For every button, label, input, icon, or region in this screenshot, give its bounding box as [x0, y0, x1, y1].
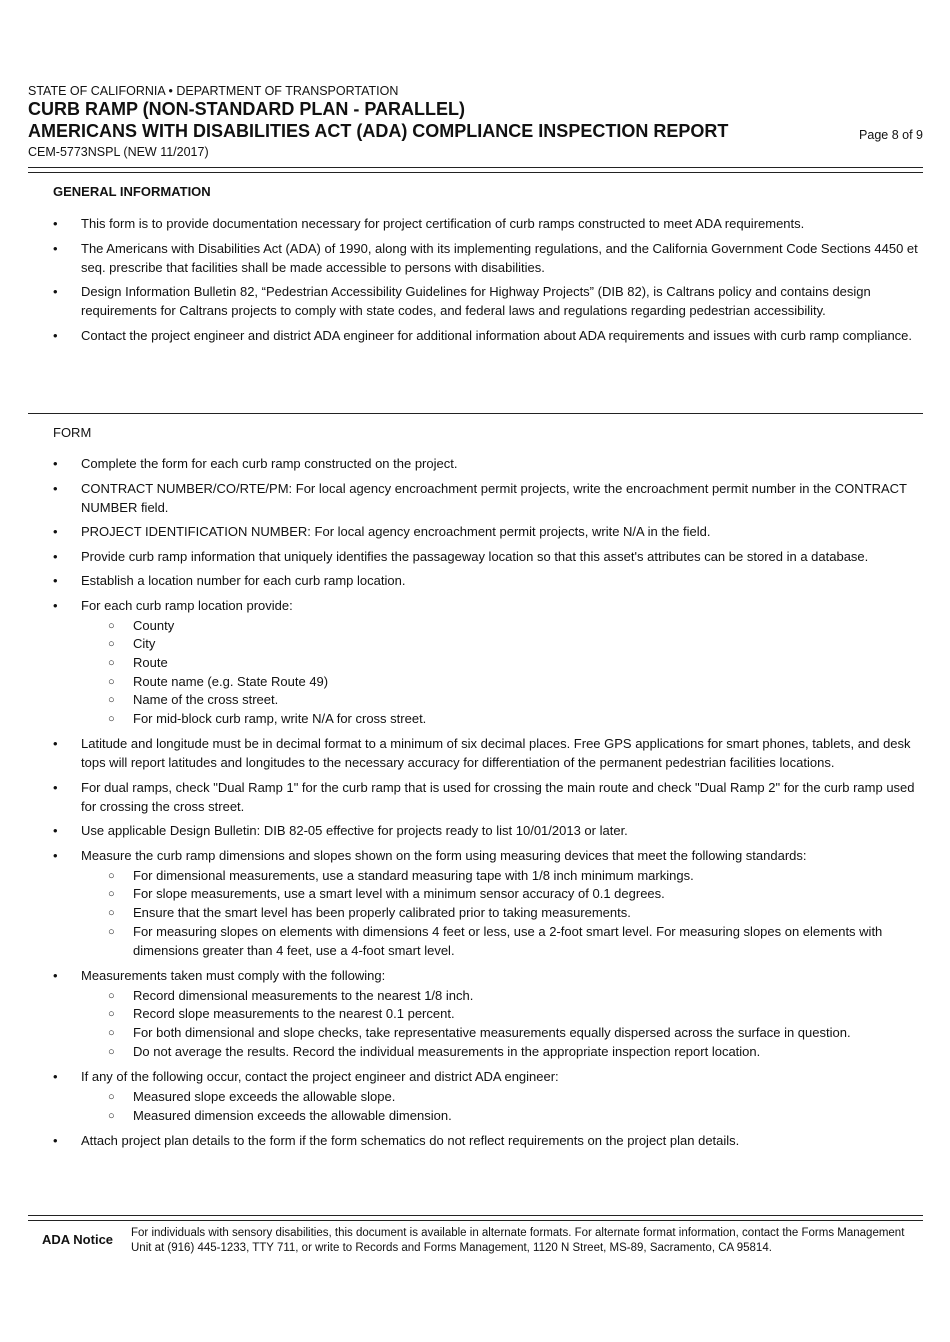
form-instruction-text: Establish a location number for each curb ramp location. — [81, 573, 406, 588]
header-divider — [28, 167, 923, 173]
form-instruction-item — [0, 966, 920, 1062]
general-info-item: • Contact the project engineer and district ADA engineer for additional information about ADA requirements and issues with curb ramp compliance. — [0, 326, 920, 345]
form-instruction-item — [0, 596, 920, 729]
form-sub-item: ○ For both dimensional and slope checks, take representative measurements equally dispersed across the surface in question. — [81, 1024, 920, 1043]
form-sub-item: ○ Ensure that the smart level has been properly calibrated prior to taking measurements. — [81, 904, 920, 923]
form-instruction-text: Measure the curb ramp dimensions and slopes shown on the form using measuring devices that meet the following standards: — [81, 847, 807, 863]
general-info-item: • Design Information Bulletin 82, “Pedestrian Accessibility Guidelines for Highway Projects” (DIB 82), is Caltrans policy and contains design requirements for Caltrans projects to comply with state codes, and federal laws and regulations regarding pedestrian accessibility. — [0, 282, 920, 320]
form-sub-item: ○ Route — [81, 654, 920, 673]
form-instruction-text: Measurements taken must comply with the following: — [81, 967, 386, 983]
form-instruction-item — [0, 479, 920, 517]
form-sub-item: ○ Measured dimension exceeds the allowable dimension. — [81, 1107, 920, 1126]
general-info-title: GENERAL INFORMATION — [53, 184, 211, 199]
form-instruction-text: For each curb ramp location provide: — [81, 597, 293, 613]
form-header — [28, 84, 923, 160]
form-sub-item: ○ For slope measurements, use a smart level with a minimum sensor accuracy of 0.1 degrees. — [81, 885, 920, 904]
form-sub-item: ○ Record slope measurements to the nearest 0.1 percent. — [81, 1005, 920, 1024]
form-instruction-item — [0, 1131, 920, 1150]
form-title-line-1: CURB RAMP (NON-STANDARD PLAN - PARALLEL) — [28, 99, 465, 119]
general-info-list — [0, 214, 920, 350]
form-instruction-item — [0, 778, 920, 816]
form-instruction-item — [0, 454, 920, 473]
form-sub-item: ○ Record dimensional measurements to the nearest 1/8 inch. — [81, 987, 920, 1006]
form-instruction-text: Provide curb ramp information that uniquely identifies the passageway location so that this asset's attributes can be stored in a database. — [81, 548, 869, 564]
form-sub-item: ○ City — [81, 635, 920, 654]
form-instructions-list — [0, 454, 920, 1155]
form-instruction-item — [0, 821, 920, 840]
form-title-line-2: AMERICANS WITH DISABILITIES ACT (ADA) COMPLIANCE INSPECTION REPORT — [28, 121, 729, 141]
agency-line: STATE OF CALIFORNIA • DEPARTMENT OF TRANSPORTATION — [28, 84, 399, 98]
form-sub-item: ○ Measured slope exceeds the allowable slope. — [81, 1088, 920, 1107]
form-sub-list — [81, 867, 920, 961]
form-instruction-text: PROJECT IDENTIFICATION NUMBER: For local agency encroachment permit projects, write N/A in the field. — [81, 524, 711, 539]
form-instruction-item — [0, 734, 920, 772]
form-section-title: FORM — [53, 425, 92, 440]
general-info-item: • The Americans with Disabilities Act (ADA) of 1990, along with its implementing regulations, and the California Government Code Sections 4450 et seq. prescribe that facilities shall be made accessible to persons with disabilities. — [0, 239, 920, 277]
ada-notice-label: ADA Notice — [42, 1232, 114, 1247]
form-instruction-text: Use applicable Design Bulletin: DIB 82-05 effective for projects ready to list 10/01/2013 or later. — [81, 823, 628, 839]
form-instruction-text: Complete the form for each curb ramp constructed on the project. — [81, 456, 458, 471]
form-instruction-item — [0, 522, 920, 541]
form-instruction-text: CONTRACT NUMBER/CO/RTE/PM: For local agency encroachment permit projects, write the encroachment permit number in the CONTRACT NUMBER field. — [81, 480, 907, 515]
page-number: Page 8 of 9 — [859, 128, 923, 142]
footer-divider — [28, 1215, 923, 1221]
ada-notice-text: For individuals with sensory disabilities, this document is available in alternate formats. For alternate format information, contact the Forms Management Unit at (916) 445-1233, TTY 711, or write to Records and Forms Management, 1120 N Street, MS-89, Sacramento, CA 95814. — [131, 1227, 905, 1254]
form-sub-list — [81, 987, 920, 1062]
form-instruction-text: For dual ramps, check "Dual Ramp 1" for the curb ramp that is used for crossing the main route and check "Dual Ramp 2" for the curb ramp used for crossing the cross street. — [81, 779, 915, 814]
form-instruction-item — [0, 846, 920, 961]
form-sub-item: ○ For mid-block curb ramp, write N/A for cross street. — [81, 710, 920, 729]
form-instruction-text: If any of the following occur, contact the project engineer and district ADA engineer: — [81, 1069, 559, 1085]
form-sub-item: ○ For measuring slopes on elements with dimensions 4 feet or less, use a 2-foot smart level. For measuring slopes on elements with dimensions greater than 4 feet, use a 4-foot smart level. — [81, 923, 920, 960]
form-instruction-item — [0, 547, 920, 566]
form-sub-list — [81, 1088, 920, 1125]
form-number: CEM-5773NSPL (NEW 11/2017) — [28, 145, 209, 159]
form-sub-list — [81, 617, 920, 729]
section-divider — [28, 413, 923, 414]
form-instruction-item — [0, 571, 920, 590]
form-instruction-text: Attach project plan details to the form if the form schematics do not reflect requirements on the project plan details. — [81, 1132, 740, 1148]
form-instruction-text: Latitude and longitude must be in decimal format to a minimum of six decimal places. Free GPS applications for smart phones, tablets, and desk tops will report latitudes and longitudes to the necessary accuracy for differentiation of the permanent pedestrian facilities locations. — [81, 736, 911, 771]
form-sub-item: ○ County — [81, 617, 920, 636]
form-sub-item: ○ Name of the cross street. — [81, 691, 920, 710]
form-sub-item: ○ Do not average the results. Record the individual measurements in the appropriate inspection report location. — [81, 1043, 920, 1062]
general-info-item: • This form is to provide documentation necessary for project certification of curb ramps constructed to meet ADA requirements. — [0, 214, 920, 233]
form-sub-item: ○ For dimensional measurements, use a standard measuring tape with 1/8 inch minimum markings. — [81, 867, 920, 886]
form-sub-item: ○ Route name (e.g. State Route 49) — [81, 673, 920, 692]
form-instruction-item — [0, 1067, 920, 1125]
